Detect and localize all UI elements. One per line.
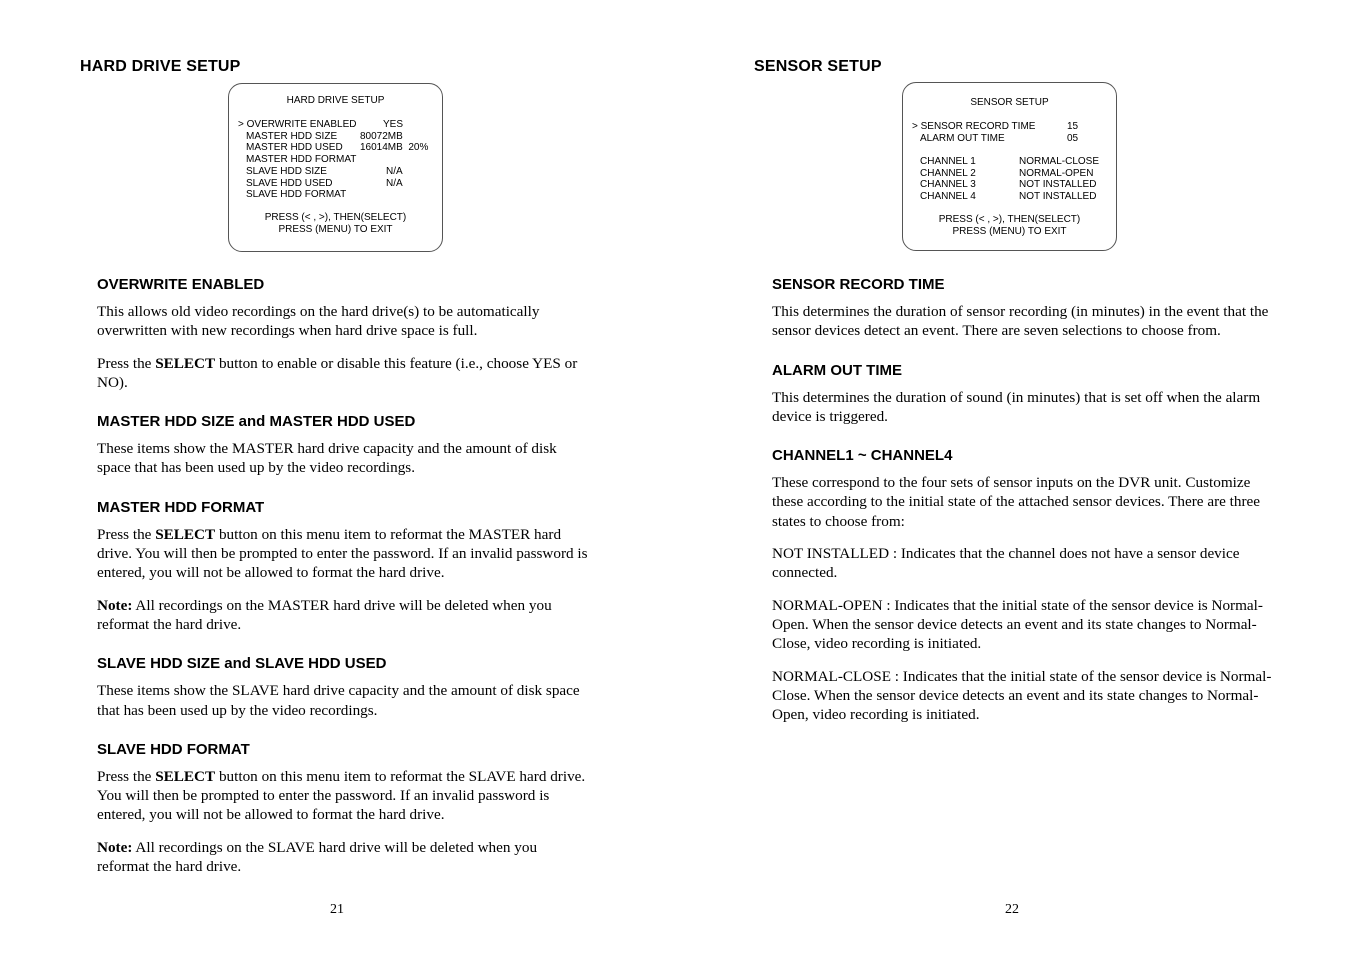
screen-channel-label: CHANNEL 2	[920, 167, 976, 179]
screen-row-label: > OVERWRITE ENABLED	[238, 119, 357, 130]
section-title-sensor-setup: SENSOR SETUP	[754, 58, 882, 75]
paragraph-not-installed: NOT INSTALLED : Indicates that the channel does not have a sensor device connected.	[772, 545, 1240, 582]
screen-row-value: 15	[1067, 121, 1079, 132]
paragraph: Press the SELECT button to enable or disable this feature (i.e., choose YES or NO).	[97, 354, 578, 391]
screen-row-value: YES	[383, 119, 404, 130]
paragraph-normal-open: NORMAL-OPEN : Indicates that the initial state of the sensor device is Normal-Open. When the sensor device detects an event and its state changes to Normal-Close, video recording is initiated.	[772, 596, 1263, 653]
paragraph: Press the SELECT button on this menu item to reformat the SLAVE hard drive. You will then be prompted to enter the password. If an invalid password is entered, you will not be allowed to format the hard drive.	[97, 767, 586, 824]
section-title-hard-drive-setup: HARD DRIVE SETUP	[80, 58, 241, 75]
screen-channel-value: NORMAL-CLOSE	[1019, 156, 1100, 167]
heading-channel1-channel4: CHANNEL1 ~ CHANNEL4	[772, 447, 953, 465]
page-22	[675, 0, 1351, 954]
screen-channel-label: CHANNEL 1	[920, 156, 976, 167]
screen-row-label: MASTER HDD FORMAT	[246, 154, 357, 166]
paragraph: These items show the SLAVE hard drive capacity and the amount of disk space that has been used up by the video recordings.	[97, 682, 580, 719]
screen-footer-hint: PRESS (< , >), THEN(SELECT)	[938, 214, 1081, 225]
heading-alarm-out-time: ALARM OUT TIME	[772, 361, 902, 379]
screen-row-label: > SENSOR RECORD TIME	[912, 121, 1036, 132]
hard-drive-setup-content	[97, 276, 592, 876]
screen-row-label: SLAVE HDD SIZE	[246, 165, 327, 177]
screen-channel-value: NOT INSTALLED	[1019, 191, 1097, 203]
screen-footer-exit: PRESS (MENU) TO EXIT	[952, 225, 1067, 237]
screen-row-label: ALARM OUT TIME	[920, 132, 1005, 144]
hard-drive-setup-menu-screen	[228, 83, 443, 252]
heading-master-hdd-size-used: MASTER HDD SIZE and MASTER HDD USED	[97, 413, 416, 431]
screen-row-label: MASTER HDD USED	[246, 142, 343, 154]
paragraph: This determines the duration of sensor recording (in minutes) in the event that the sensor devices detect an event. There are seven selections to choose from.	[772, 303, 1269, 340]
sensor-setup-content	[772, 276, 1272, 724]
page-number: 22	[1005, 902, 1019, 917]
screen-title: SENSOR SETUP	[970, 97, 1049, 108]
heading-slave-hdd-format: SLAVE HDD FORMAT	[97, 740, 250, 758]
sensor-setup-menu-screen	[902, 82, 1117, 251]
screen-row-value: N/A	[386, 177, 403, 189]
heading-sensor-record-time: SENSOR RECORD TIME	[772, 276, 945, 293]
screen-channel-value: NOT INSTALLED	[1019, 179, 1097, 191]
page-21	[0, 0, 675, 954]
note-paragraph: Note: All recordings on the MASTER hard drive will be deleted when you reformat the hard drive.	[97, 596, 552, 633]
paragraph: This determines the duration of sound (in minutes) that is set off when the alarm device is triggered.	[772, 388, 1261, 425]
screen-row-value: 80072MB	[360, 130, 403, 142]
page-number: 21	[330, 902, 344, 917]
paragraph: These items show the MASTER hard drive capacity and the amount of disk space that has been used up by the video recordings.	[97, 440, 557, 477]
paragraph: These correspond to the four sets of sensor inputs on the DVR unit. Customize these according to the initial state of the attached sensor devices. There are three states to choose from:	[772, 474, 1261, 530]
screen-row-value: N/A	[386, 165, 403, 177]
paragraph: Press the SELECT button on this menu item to reformat the MASTER hard drive. You will then be prompted to enter the password. If an invalid password is entered, you will not be allowed to format the hard drive.	[97, 525, 588, 582]
screen-channel-label: CHANNEL 3	[920, 179, 976, 191]
heading-slave-hdd-size-used: SLAVE HDD SIZE and SLAVE HDD USED	[97, 655, 387, 673]
screen-footer-hint: PRESS (< , >), THEN(SELECT)	[264, 212, 407, 223]
heading-overwrite-enabled: OVERWRITE ENABLED	[97, 276, 265, 293]
heading-master-hdd-format: MASTER HDD FORMAT	[97, 498, 265, 516]
screen-row-label: SLAVE HDD FORMAT	[246, 189, 347, 201]
screen-row-label: MASTER HDD SIZE	[246, 130, 338, 142]
screen-channel-value: NORMAL-OPEN	[1019, 167, 1094, 179]
paragraph: This allows old video recordings on the hard drive(s) to be automatically overwritten with new recordings when hard drive space is full.	[97, 303, 540, 340]
screen-channel-label: CHANNEL 4	[920, 191, 976, 203]
screen-row-value: 05	[1067, 132, 1079, 144]
paragraph-normal-close: NORMAL-CLOSE : Indicates that the initial state of the sensor device is Normal-Close. When the sensor device detects an event and its state changes to Normal-Open, video recording is initiated.	[772, 667, 1272, 724]
screen-row-label: SLAVE HDD USED	[246, 177, 333, 189]
screen-title: HARD DRIVE SETUP	[286, 95, 385, 106]
note-paragraph: Note: All recordings on the SLAVE hard drive will be deleted when you reformat the hard drive.	[97, 838, 538, 876]
screen-footer-exit: PRESS (MENU) TO EXIT	[278, 223, 393, 235]
screen-row-value: 16014MB 20%	[360, 142, 429, 154]
